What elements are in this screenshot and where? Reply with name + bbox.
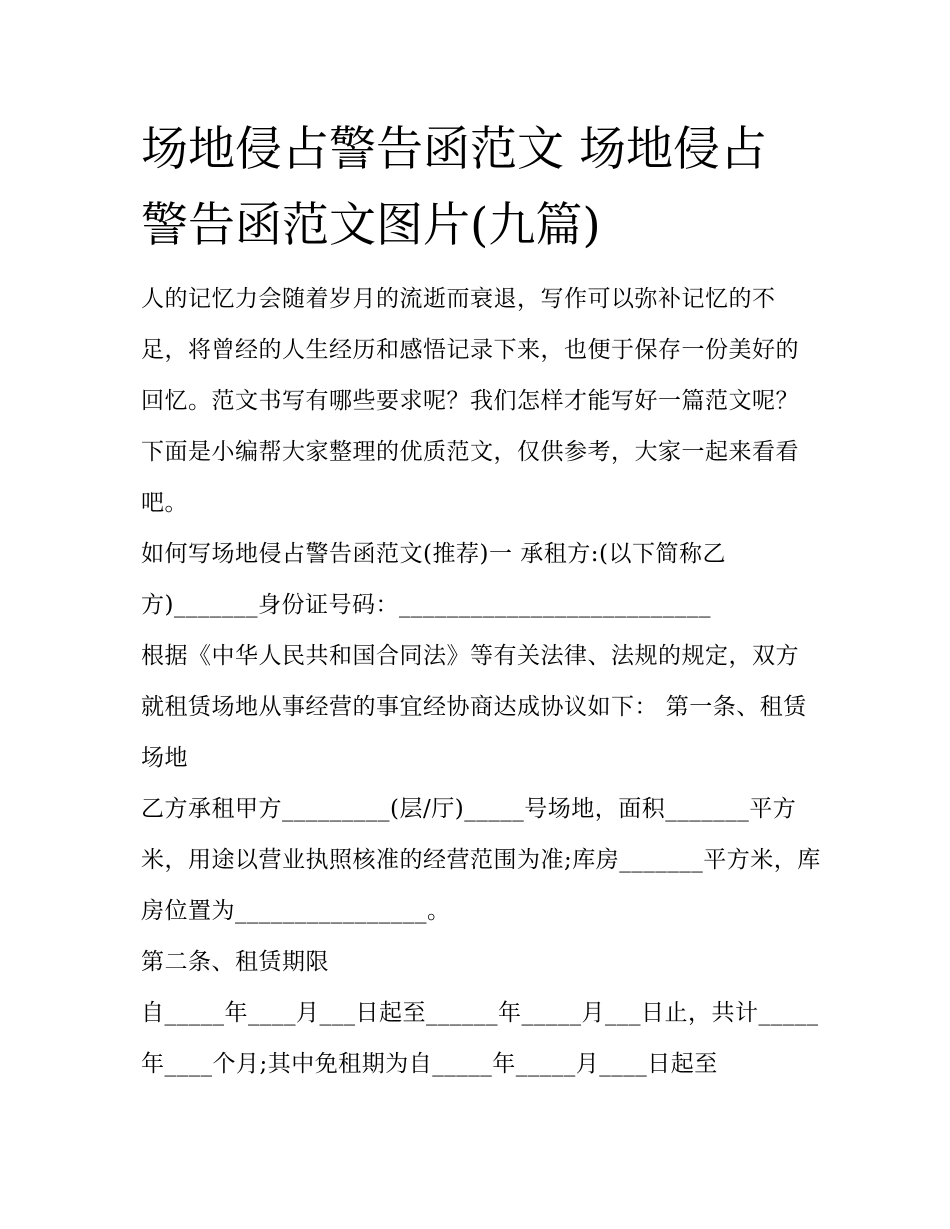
lease-term-paragraph: 自_____年____月___日起至______年_____月___日止，共计_____年____个月;其中免租期为自_____年_____月____日起至 xyxy=(141,1000,819,1077)
document-content xyxy=(141,112,821,1090)
title-line-1: 场地侵占警告函范文 场地侵占 xyxy=(141,122,767,177)
id-number-line: 方)_______身份证号码：__________________________ xyxy=(141,592,711,618)
intro-paragraph: 人的记忆力会随着岁月的流逝而衰退，写作可以弥补记忆的不足，将曾经的人生经历和感悟记录下来，也便于保存一份美好的回忆。范文书写有哪些要求呢？我们怎样才能写好一篇范文呢？下面是小编帮大家整理的优质范文，仅供参考，大家一起来看看吧。 xyxy=(141,286,799,516)
document-title xyxy=(141,112,821,264)
lease-term-heading: 第二条、租赁期限 xyxy=(141,949,329,975)
lease-site-paragraph: 乙方承租甲方_________(层/厅)_____号场地，面积_______平方米，用途以营业执照核准的经营范围为准;库房_______平方米，库房位置为________________。 xyxy=(141,796,821,924)
section-heading-paragraph: 如何写场地侵占警告函范文(推荐)一 承租方:(以下简称乙 xyxy=(141,541,726,567)
title-line-2: 警告函范文图片(九篇) xyxy=(141,198,601,253)
legal-basis-paragraph: 根据《中华人民共和国合同法》等有关法律、法规的规定，双方就租赁场地从事经营的事宜经协商达成协议如下： 第一条、租赁场地 xyxy=(141,643,807,771)
